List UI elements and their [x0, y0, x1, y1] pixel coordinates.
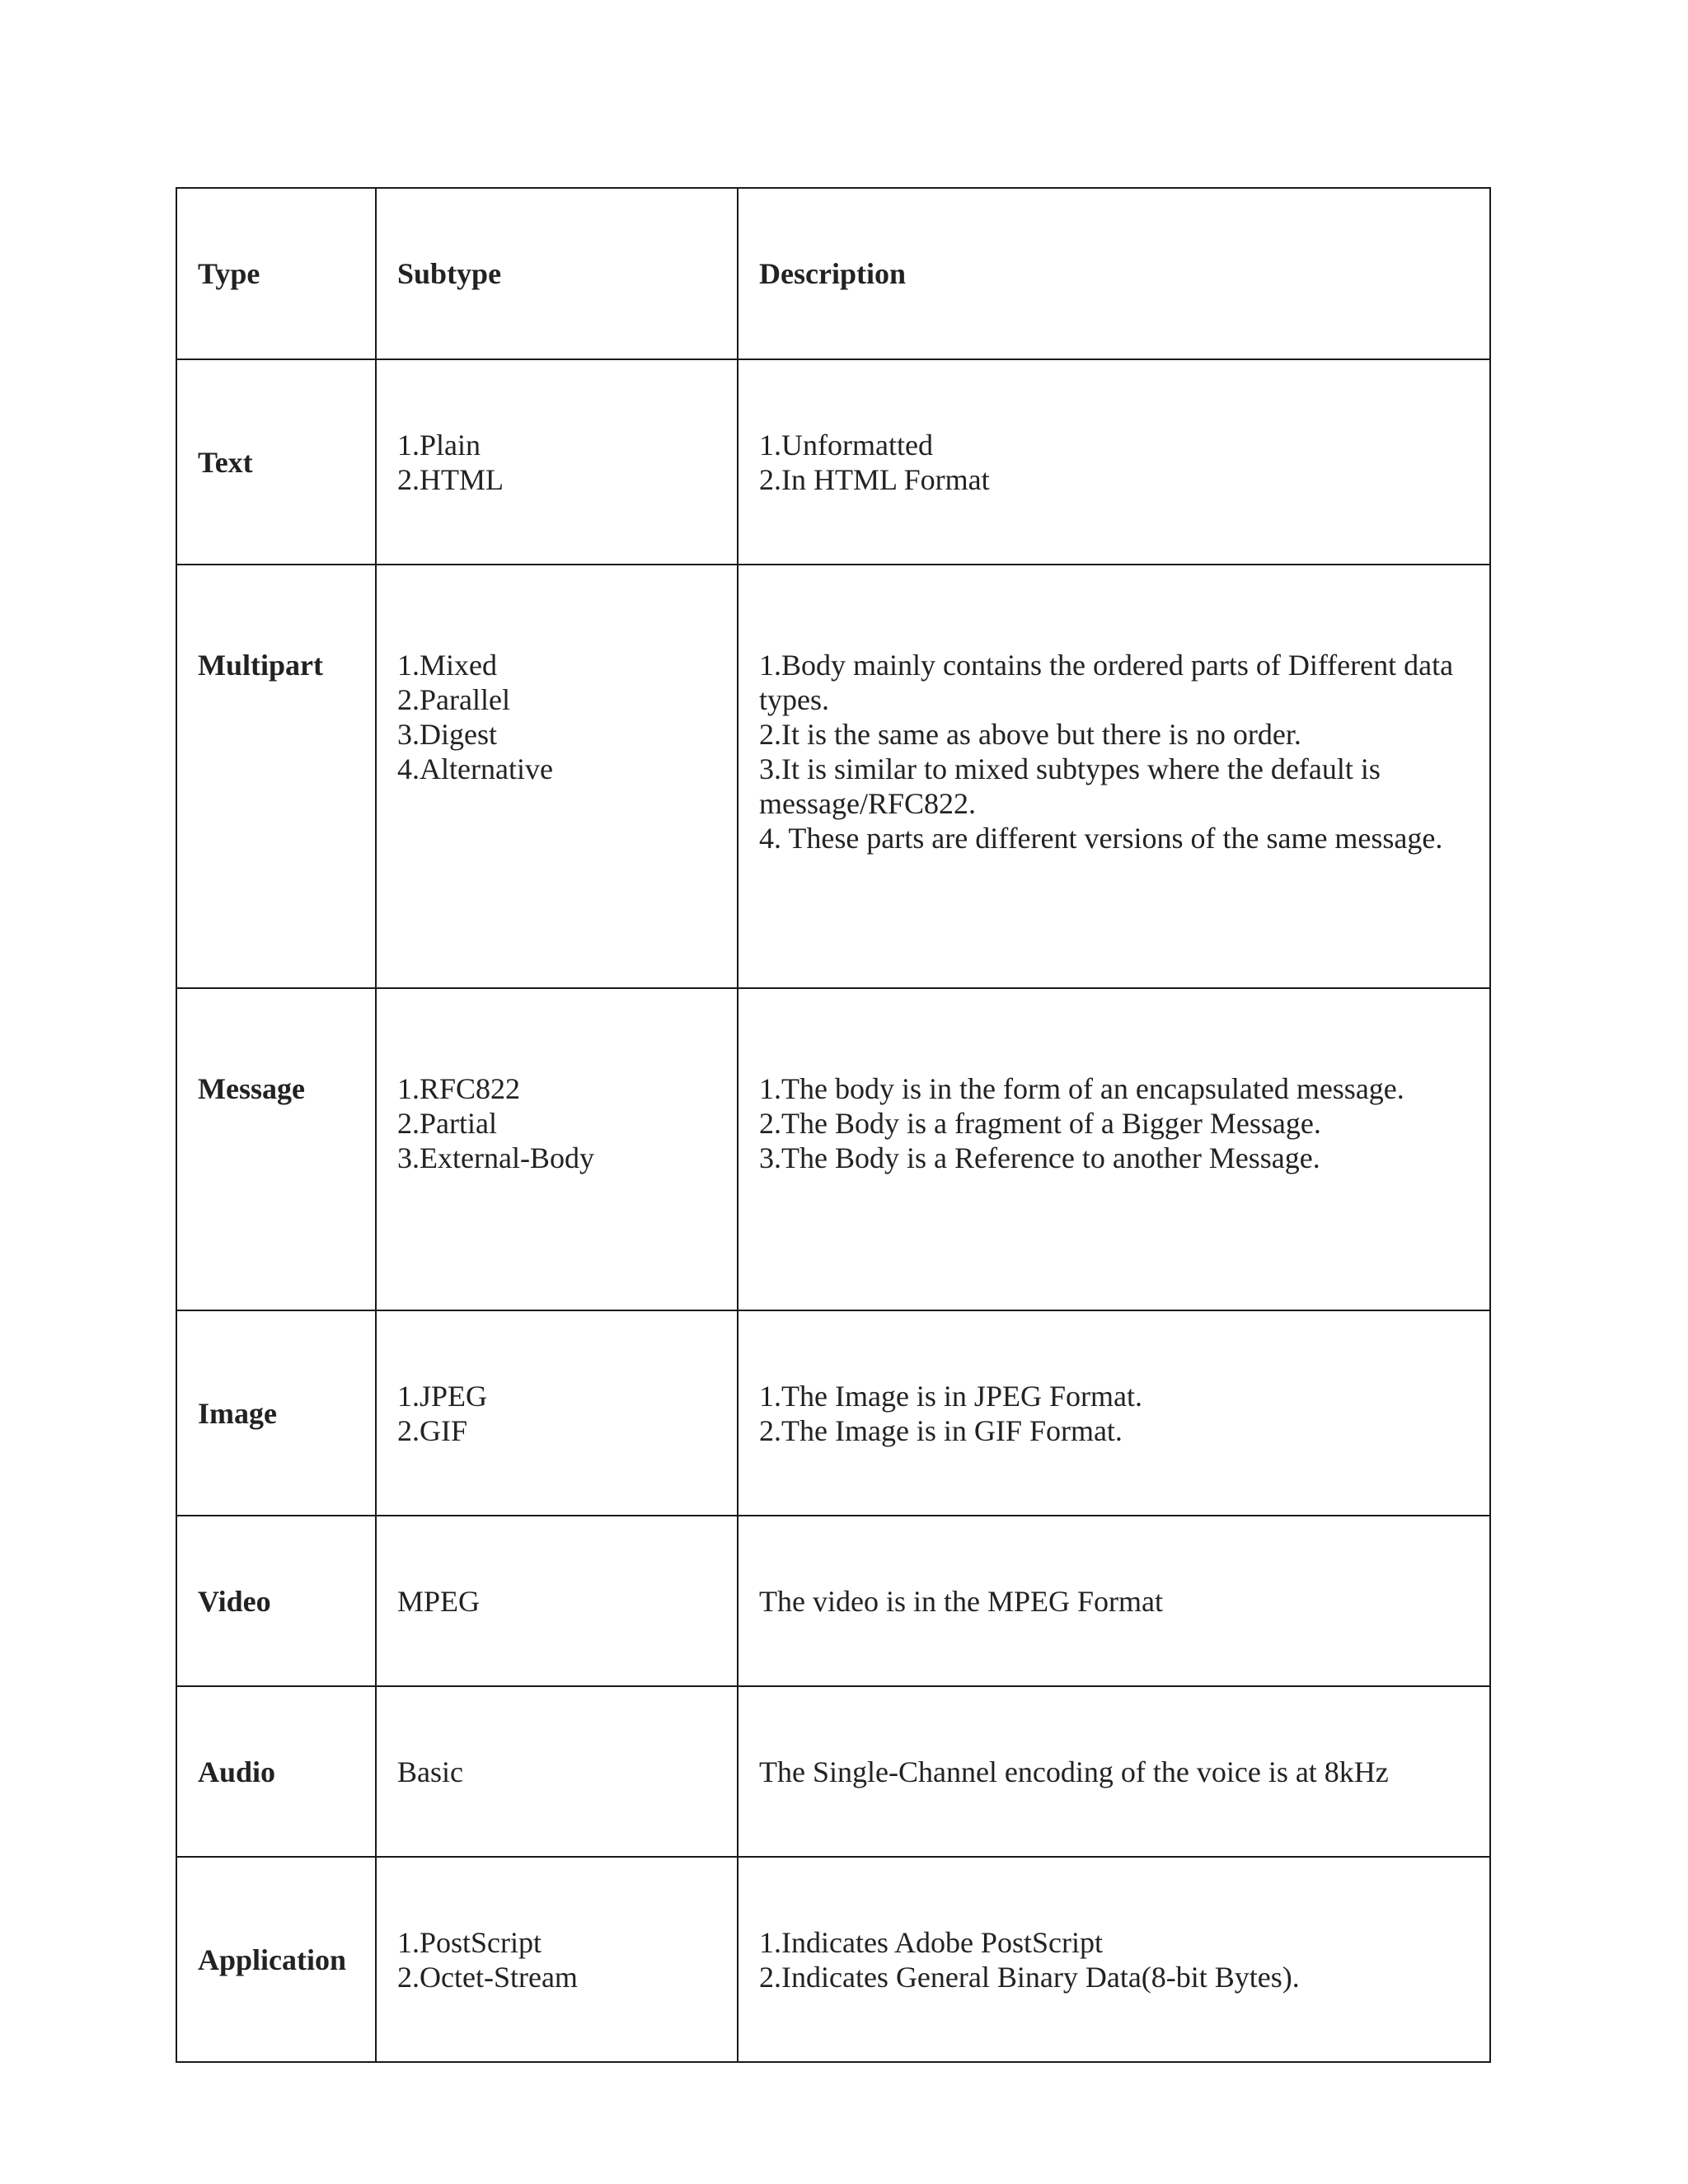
- description-item: 3.It is similar to mixed subtypes where the default is message/RFC822.: [759, 752, 1388, 820]
- description-item: The video is in the MPEG Format: [759, 1584, 1163, 1618]
- table-row: [176, 1516, 1490, 1686]
- subtype-cell: [376, 988, 738, 1310]
- subtype-item: MPEG: [397, 1584, 481, 1618]
- description-cell: [738, 565, 1490, 988]
- header-type: Type: [176, 188, 376, 359]
- subtype-item: 1.PostScript: [397, 1925, 542, 1959]
- subtype-item: 2.GIF: [397, 1413, 468, 1447]
- description-item: 2.In HTML Format: [759, 462, 990, 496]
- description-item: 2.The Image is in GIF Format.: [759, 1413, 1123, 1447]
- table-row: [176, 988, 1490, 1310]
- type-cell: Multipart: [176, 565, 376, 988]
- header-subtype: Subtype: [376, 188, 738, 359]
- subtype-item: Basic: [397, 1755, 463, 1788]
- subtype-item: 2.HTML: [397, 462, 504, 496]
- description-cell: [738, 1857, 1490, 2062]
- description-item: 1.Body mainly contains the ordered parts of Different data types.: [759, 649, 1461, 716]
- type-cell: Video: [176, 1516, 376, 1686]
- subtype-cell: [376, 565, 738, 988]
- description-item: The Single-Channel encoding of the voice is at 8kHz: [759, 1755, 1389, 1788]
- subtype-cell: [376, 1686, 738, 1857]
- subtype-cell: [376, 1516, 738, 1686]
- subtype-item: 2.Octet-Stream: [397, 1960, 578, 1994]
- subtype-item: 3.External-Body: [397, 1141, 594, 1174]
- table-row: [176, 565, 1490, 988]
- type-cell: Image: [176, 1310, 376, 1516]
- subtype-item: 1.JPEG: [397, 1379, 488, 1413]
- description-item: 1.Unformatted: [759, 428, 933, 462]
- description-item: 1.The Image is in JPEG Format.: [759, 1379, 1142, 1413]
- type-cell: Application: [176, 1857, 376, 2062]
- subtype-item: 4.Alternative: [397, 752, 553, 785]
- description-cell: [738, 1686, 1490, 1857]
- description-item: 1.Indicates Adobe PostScript: [759, 1925, 1103, 1959]
- type-cell: Message: [176, 988, 376, 1310]
- description-item: 1.The body is in the form of an encapsulated message.: [759, 1072, 1404, 1105]
- description-item: 2.Indicates General Binary Data(8-bit Bytes).: [759, 1960, 1300, 1994]
- header-description: Description: [738, 188, 1490, 359]
- description-cell: [738, 1516, 1490, 1686]
- description-item: 2.It is the same as above but there is no order.: [759, 718, 1301, 751]
- description-cell: [738, 1310, 1490, 1516]
- subtype-cell: [376, 359, 738, 565]
- table-header-row: [176, 188, 1490, 359]
- subtype-cell: [376, 1310, 738, 1516]
- description-cell: [738, 359, 1490, 565]
- subtype-item: 3.Digest: [397, 718, 497, 751]
- table-row: [176, 1310, 1490, 1516]
- description-cell: [738, 988, 1490, 1310]
- subtype-cell: [376, 1857, 738, 2062]
- table-row: [176, 359, 1490, 565]
- description-item: 3.The Body is a Reference to another Message.: [759, 1141, 1320, 1174]
- table-row: [176, 1857, 1490, 2062]
- subtype-item: 2.Parallel: [397, 683, 510, 716]
- type-cell: Audio: [176, 1686, 376, 1857]
- mime-types-table: [176, 187, 1491, 2063]
- subtype-item: 1.RFC822: [397, 1072, 521, 1105]
- type-cell: Text: [176, 359, 376, 565]
- subtype-item: 2.Partial: [397, 1107, 497, 1140]
- description-item: 4. These parts are different versions of the same message.: [759, 822, 1443, 855]
- description-item: 2.The Body is a fragment of a Bigger Message.: [759, 1107, 1321, 1140]
- table-row: [176, 1686, 1490, 1857]
- subtype-item: 1.Plain: [397, 428, 481, 462]
- subtype-item: 1.Mixed: [397, 649, 497, 682]
